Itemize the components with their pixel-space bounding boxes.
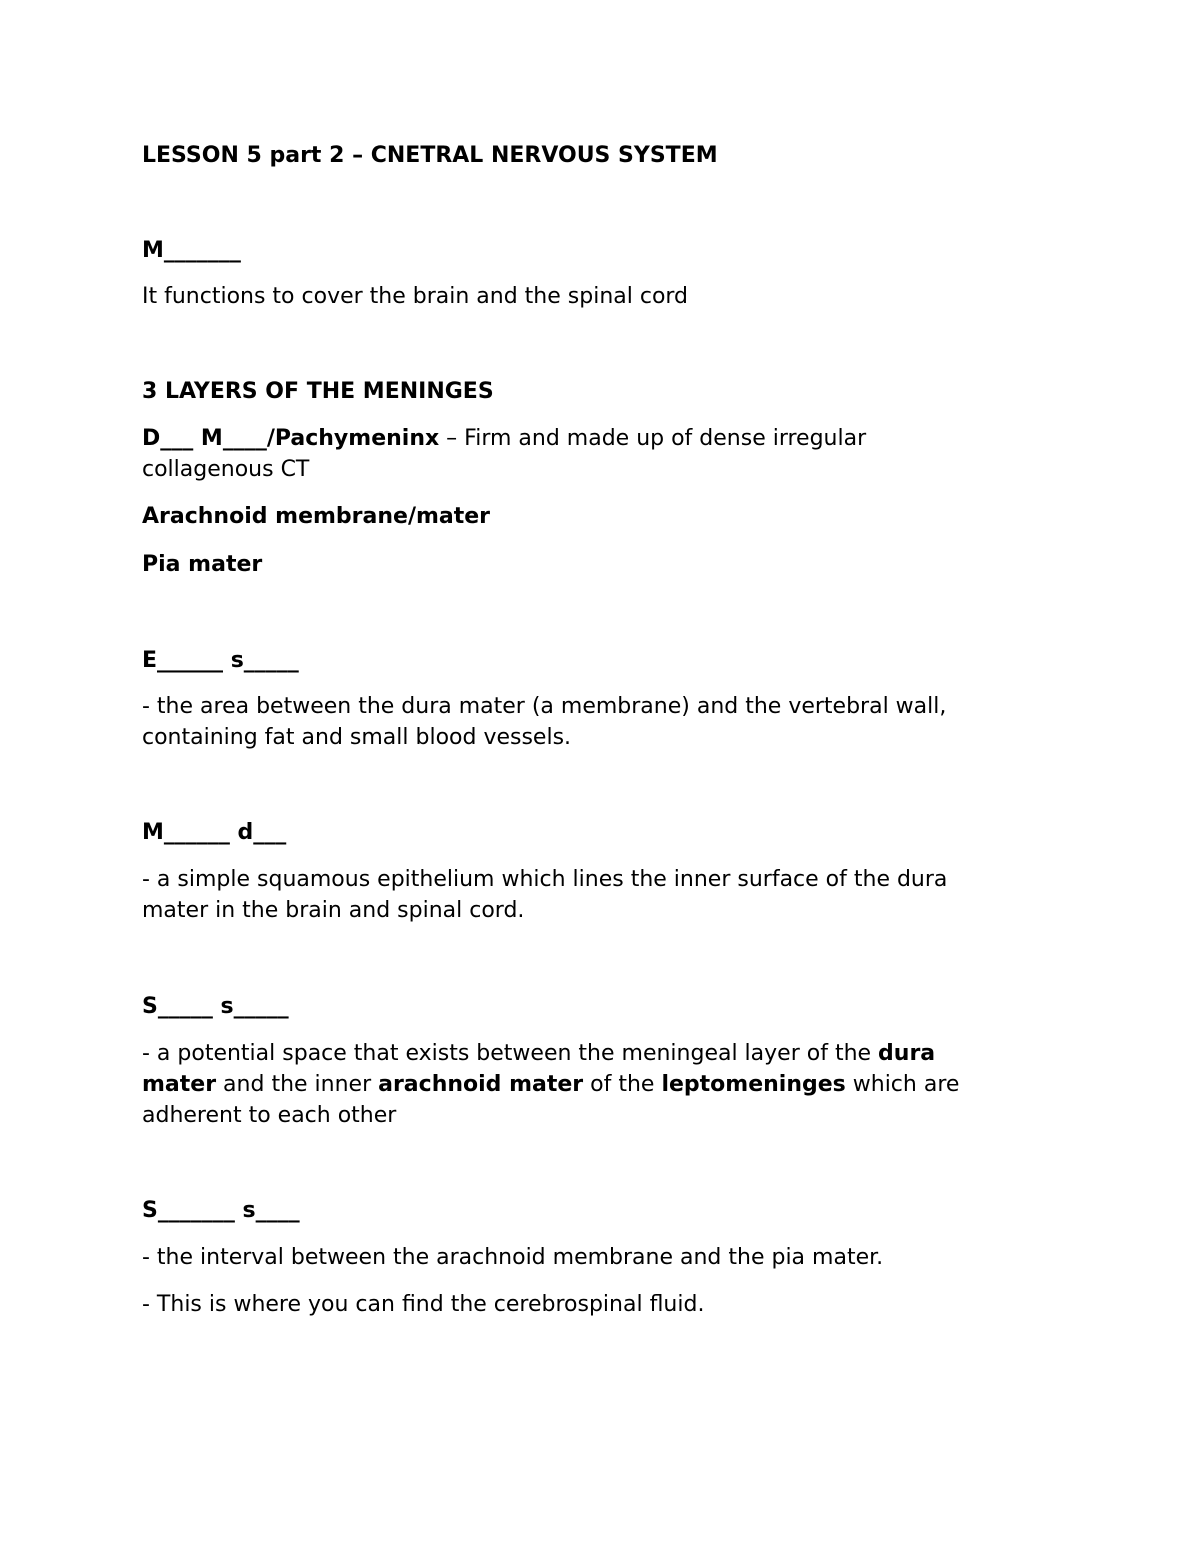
subdural-text: of the xyxy=(583,1072,662,1097)
arachnoid-layer: Arachnoid membrane/mater xyxy=(142,504,491,529)
dura-mater-term: D___ M____/Pachymeninx xyxy=(142,426,440,451)
subdural-term-dura: dura xyxy=(878,1041,936,1066)
subdural-description-2 xyxy=(142,1069,959,1100)
dura-mater-description-cont: collagenous CT xyxy=(142,457,310,482)
mesothelium-description-2: mater in the brain and spinal cord. xyxy=(142,898,525,923)
pia-layer: Pia mater xyxy=(142,552,263,577)
meninges-heading: M_______ xyxy=(142,238,241,263)
subdural-term-arachnoid: arachnoid mater xyxy=(378,1072,584,1097)
subdural-text: which are xyxy=(845,1072,960,1097)
subdural-term-mater: mater xyxy=(142,1072,217,1097)
epidural-description-1: - the area between the dura mater (a membrane) and the vertebral wall, xyxy=(142,694,947,719)
subarachnoid-description-1: - the interval between the arachnoid membrane and the pia mater. xyxy=(142,1245,884,1270)
subarachnoid-heading: S_______ s____ xyxy=(142,1198,300,1223)
subarachnoid-description-2: - This is where you can find the cerebrospinal fluid. xyxy=(142,1292,705,1317)
subdural-text: and the inner xyxy=(216,1072,379,1097)
mesothelium-description-1: - a simple squamous epithelium which lines the inner surface of the dura xyxy=(142,867,948,892)
subdural-description-3: adherent to each other xyxy=(142,1103,397,1128)
page-title: LESSON 5 part 2 – CNETRAL NERVOUS SYSTEM xyxy=(142,143,718,168)
mesothelium-heading: M______ d___ xyxy=(142,820,287,845)
subdural-text: - a potential space that exists between the meningeal layer of the xyxy=(142,1041,879,1066)
subdural-term-leptomeninges: leptomeninges xyxy=(661,1072,846,1097)
layers-heading: 3 LAYERS OF THE MENINGES xyxy=(142,379,494,404)
dura-mater-line xyxy=(142,423,866,454)
subdural-description-1 xyxy=(142,1038,935,1069)
document-page xyxy=(142,0,1042,1553)
epidural-description-2: containing fat and small blood vessels. xyxy=(142,725,572,750)
dura-mater-description: – Firm and made up of dense irregular xyxy=(439,426,867,451)
meninges-description: It functions to cover the brain and the spinal cord xyxy=(142,284,689,309)
subdural-heading: S_____ s_____ xyxy=(142,994,289,1019)
epidural-heading: E______ s_____ xyxy=(142,648,299,673)
